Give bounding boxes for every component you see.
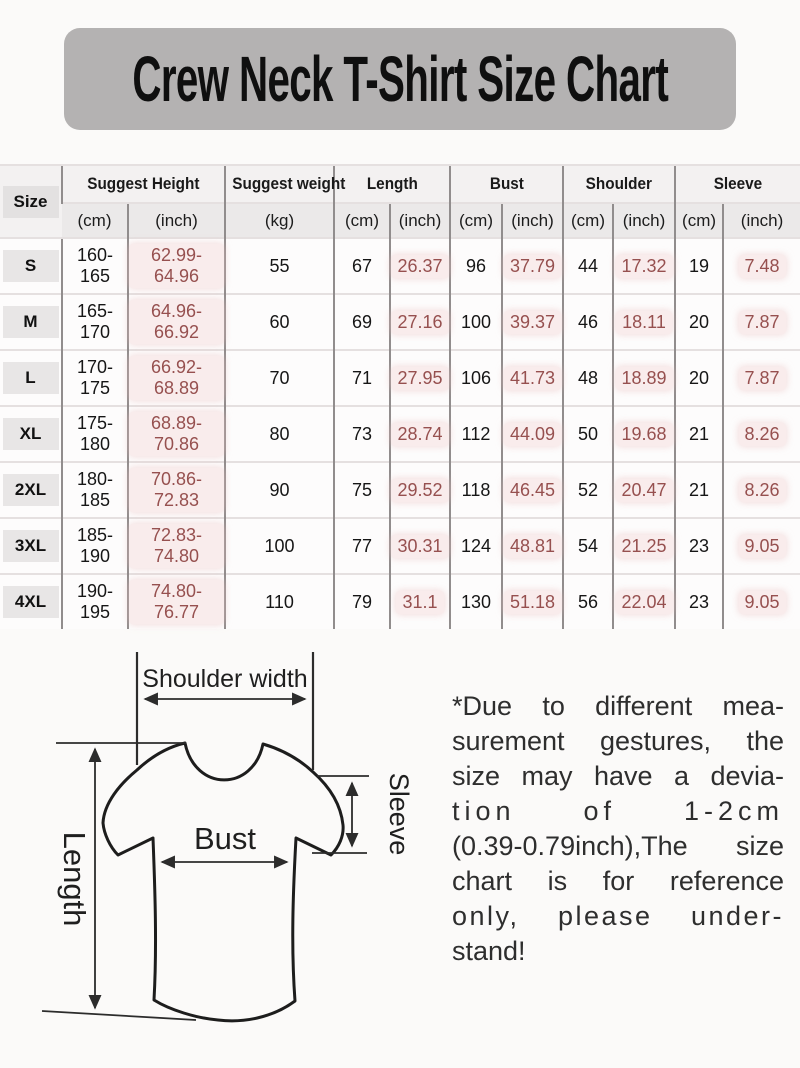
inch-value: 8.26 [739, 423, 786, 446]
cell-shoulder-cm: 52 [563, 462, 613, 518]
page-title: Crew Neck T-Shirt Size Chart [132, 43, 668, 115]
table-row-size-XL [0, 406, 800, 462]
suggest-height-label: Suggest Height [87, 174, 200, 193]
inch-value: 44.09 [504, 423, 561, 446]
unit-bust-cm: (cm) [450, 203, 502, 238]
size-label: M [3, 306, 59, 338]
cell-bust-cm: 106 [450, 350, 502, 406]
cell-sleeve-inch [723, 518, 800, 574]
cell-size [0, 294, 62, 350]
header-unit-row [0, 203, 800, 238]
cell-shoulder-cm: 44 [563, 238, 613, 294]
cell-sleeve-inch [723, 406, 800, 462]
inch-value: 26.37 [391, 255, 448, 278]
col-header-sleeve [675, 165, 800, 203]
cell-size [0, 518, 62, 574]
cell-height-inch [128, 238, 225, 294]
cell-length-cm: 77 [334, 518, 390, 574]
cell-length-inch [390, 238, 450, 294]
cell-bust-cm: 100 [450, 294, 502, 350]
inch-value: 31.1 [396, 591, 443, 614]
inch-value: 9.05 [739, 591, 786, 614]
inch-value: 51.18 [504, 591, 561, 614]
inch-value: 70.86-72.83 [129, 468, 224, 512]
cell-length-inch [390, 294, 450, 350]
cell-weight-kg: 110 [225, 574, 334, 629]
table-row-size-4XL [0, 574, 800, 629]
col-header-size [0, 165, 62, 238]
cell-shoulder-inch [613, 294, 675, 350]
cell-height-inch [128, 574, 225, 629]
cell-size [0, 238, 62, 294]
cell-height-cm: 160-165 [62, 238, 128, 294]
cell-shoulder-inch [613, 462, 675, 518]
cell-sleeve-cm: 23 [675, 574, 723, 629]
cell-sleeve-cm: 21 [675, 462, 723, 518]
col-header-bust [450, 165, 563, 203]
unit-shoulder-cm: (cm) [563, 203, 613, 238]
cell-sleeve-inch [723, 238, 800, 294]
inch-value: 22.04 [616, 591, 673, 614]
table-row-size-2XL [0, 462, 800, 518]
inch-value: 7.48 [739, 255, 786, 278]
cell-weight-kg: 80 [225, 406, 334, 462]
header-group-row [0, 165, 800, 203]
cell-bust-inch [502, 406, 563, 462]
inch-value: 27.95 [391, 367, 448, 390]
cell-sleeve-cm: 20 [675, 294, 723, 350]
note-line: *Due to different mea- [452, 691, 784, 721]
note-line: chart is for reference [452, 866, 784, 896]
unit-height-cm: (cm) [62, 203, 128, 238]
cell-height-inch [128, 294, 225, 350]
cell-height-inch [128, 518, 225, 574]
inch-value: 17.32 [616, 255, 673, 278]
inch-value: 28.74 [391, 423, 448, 446]
inch-value: 37.79 [504, 255, 561, 278]
length-label: Length [366, 174, 418, 193]
inch-value: 21.25 [616, 535, 673, 558]
col-header-suggest-height [62, 165, 225, 203]
cell-shoulder-cm: 56 [563, 574, 613, 629]
note-line: only, please under- [452, 901, 784, 931]
unit-sleeve-inch: (inch) [723, 203, 800, 238]
table-row-size-L [0, 350, 800, 406]
inch-value: 72.83-74.80 [129, 524, 224, 568]
inch-value: 62.99-64.96 [129, 244, 224, 288]
page [0, 28, 800, 1068]
cell-weight-kg: 100 [225, 518, 334, 574]
cell-sleeve-inch [723, 462, 800, 518]
cell-sleeve-cm: 20 [675, 350, 723, 406]
sleeve-label: Sleeve [713, 174, 763, 193]
size-label: 4XL [3, 586, 59, 618]
cell-length-inch [390, 406, 450, 462]
unit-bust-inch: (inch) [502, 203, 563, 238]
cell-length-inch [390, 518, 450, 574]
cell-length-inch [390, 462, 450, 518]
cell-sleeve-inch [723, 294, 800, 350]
cell-shoulder-inch [613, 574, 675, 629]
inch-value: 27.16 [391, 311, 448, 334]
cell-bust-inch [502, 294, 563, 350]
cell-size [0, 462, 62, 518]
cell-size [0, 406, 62, 462]
cell-weight-kg: 70 [225, 350, 334, 406]
cell-shoulder-cm: 54 [563, 518, 613, 574]
inch-value: 19.68 [616, 423, 673, 446]
inch-value: 18.89 [616, 367, 673, 390]
cell-shoulder-cm: 50 [563, 406, 613, 462]
cell-shoulder-inch [613, 350, 675, 406]
cell-bust-inch [502, 574, 563, 629]
cell-length-cm: 79 [334, 574, 390, 629]
cell-length-cm: 67 [334, 238, 390, 294]
cell-shoulder-inch [613, 238, 675, 294]
inch-value: 8.26 [739, 479, 786, 502]
note-line: size may have a devia- [452, 761, 784, 791]
size-label: L [3, 362, 59, 394]
cell-bust-cm: 124 [450, 518, 502, 574]
cell-sleeve-cm: 19 [675, 238, 723, 294]
cell-length-cm: 75 [334, 462, 390, 518]
cell-sleeve-cm: 21 [675, 406, 723, 462]
size-label: S [3, 250, 59, 282]
cell-length-cm: 71 [334, 350, 390, 406]
tshirt-measurement-diagram [0, 637, 452, 1057]
length-guide-bottom [42, 1011, 196, 1020]
cell-shoulder-inch [613, 406, 675, 462]
col-header-shoulder [563, 165, 675, 203]
col-header-length [334, 165, 450, 203]
bust-text: Bust [193, 821, 257, 856]
cell-shoulder-cm: 46 [563, 294, 613, 350]
cell-height-cm: 165-170 [62, 294, 128, 350]
note-line: stand! [452, 936, 526, 966]
cell-size [0, 574, 62, 629]
measurement-note [452, 637, 800, 1057]
cell-height-inch [128, 350, 225, 406]
cell-height-cm: 180-185 [62, 462, 128, 518]
inch-value: 9.05 [739, 535, 786, 558]
size-chart-table [0, 164, 800, 629]
cell-length-inch [390, 350, 450, 406]
size-rows [0, 238, 800, 629]
cell-height-cm: 175-180 [62, 406, 128, 462]
size-label: XL [3, 418, 59, 450]
inch-value: 46.45 [504, 479, 561, 502]
cell-bust-cm: 118 [450, 462, 502, 518]
cell-bust-cm: 96 [450, 238, 502, 294]
bust-label: Bust [489, 174, 524, 193]
cell-height-inch [128, 462, 225, 518]
unit-sleeve-cm: (cm) [675, 203, 723, 238]
cell-weight-kg: 90 [225, 462, 334, 518]
cell-height-cm: 170-175 [62, 350, 128, 406]
length-text: Length [57, 831, 92, 927]
cell-weight-kg: 60 [225, 294, 334, 350]
inch-value: 29.52 [391, 479, 448, 502]
bottom-section [0, 637, 800, 1057]
cell-length-cm: 69 [334, 294, 390, 350]
tshirt-outline [103, 743, 343, 1021]
unit-shoulder-inch: (inch) [613, 203, 675, 238]
suggest-weight-label: Suggest weight [232, 174, 346, 193]
size-header-label: Size [3, 186, 59, 218]
cell-bust-inch [502, 518, 563, 574]
unit-weight-kg: (kg) [225, 203, 334, 238]
cell-shoulder-inch [613, 518, 675, 574]
inch-value: 64.96-66.92 [129, 300, 224, 344]
col-header-suggest-weight [225, 165, 346, 203]
table-row-size-M [0, 294, 800, 350]
title-banner [64, 28, 736, 130]
cell-length-cm: 73 [334, 406, 390, 462]
inch-value: 18.11 [616, 311, 672, 334]
cell-bust-inch [502, 350, 563, 406]
inch-value: 7.87 [739, 367, 786, 390]
unit-length-inch: (inch) [390, 203, 450, 238]
size-label: 3XL [3, 530, 59, 562]
size-label: 2XL [3, 474, 59, 506]
sleeve-text: Sleeve [384, 772, 414, 856]
cell-size [0, 350, 62, 406]
inch-value: 68.89-70.86 [129, 412, 224, 456]
cell-bust-cm: 112 [450, 406, 502, 462]
cell-bust-inch [502, 238, 563, 294]
inch-value: 48.81 [504, 535, 561, 558]
inch-value: 41.73 [504, 367, 561, 390]
shoulder-label: Shoulder [585, 174, 653, 193]
cell-bust-cm: 130 [450, 574, 502, 629]
cell-length-inch [390, 574, 450, 629]
shoulder-width-text: Shoulder width [142, 665, 308, 693]
cell-height-cm: 190-195 [62, 574, 128, 629]
inch-value: 39.37 [504, 311, 561, 334]
inch-value: 20.47 [616, 479, 673, 502]
table-row-size-3XL [0, 518, 800, 574]
unit-height-inch: (inch) [128, 203, 225, 238]
cell-sleeve-cm: 23 [675, 518, 723, 574]
note-line: tion of 1-2cm [452, 796, 784, 826]
table-row-size-S [0, 238, 800, 294]
cell-height-inch [128, 406, 225, 462]
note-line: surement gestures, the [452, 726, 784, 756]
inch-value: 7.87 [739, 311, 786, 334]
inch-value: 74.80-76.77 [129, 580, 224, 624]
inch-value: 66.92-68.89 [129, 356, 224, 400]
note-line: (0.39-0.79inch),The size [452, 831, 784, 861]
cell-bust-inch [502, 462, 563, 518]
cell-weight-kg: 55 [225, 238, 334, 294]
cell-height-cm: 185-190 [62, 518, 128, 574]
cell-shoulder-cm: 48 [563, 350, 613, 406]
cell-sleeve-inch [723, 350, 800, 406]
unit-length-cm: (cm) [334, 203, 390, 238]
cell-sleeve-inch [723, 574, 800, 629]
inch-value: 30.31 [391, 535, 448, 558]
